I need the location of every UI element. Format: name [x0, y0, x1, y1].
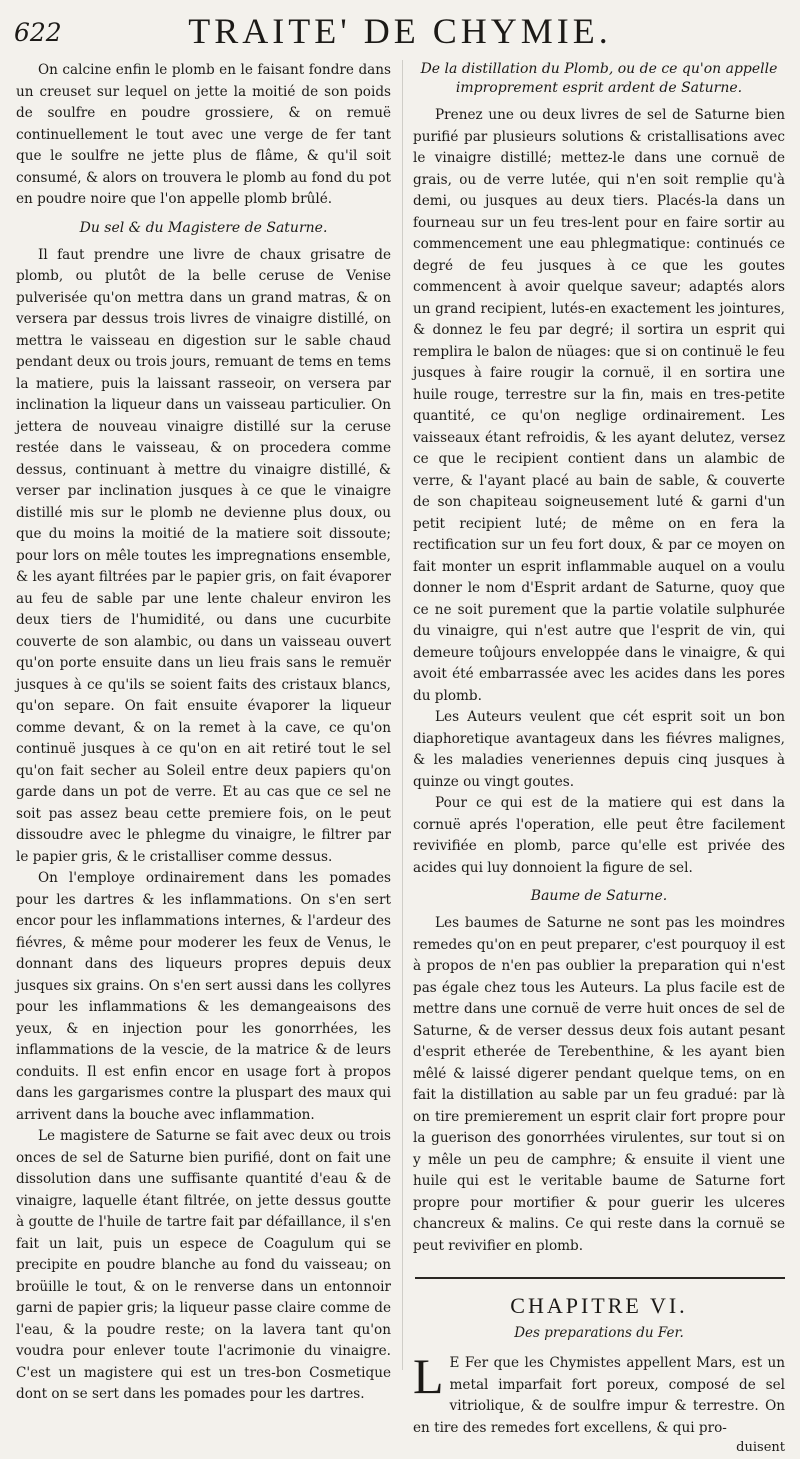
paragraph-matiere: Pour ce qui est de la matiere qui est dans la cornuë aprés l'operation, elle peut être facilement revivifiée en plomb, parce qu'elle est privée des acides qui luy donnoient la figure de sel. [413, 795, 785, 876]
paragraph-baume: Les baumes de Saturne ne sont pas les moindres remedes qu'on en peut preparer, c'est pourquoy il est à propos de n'en pas oublier la preparation qui n'est pas égale chez tous les Auteurs. La plus facile est de mettre dans une cornuë de verre huit onces de sel de Saturne, & de verser dessus deux fois autant pesant d'esprit etherée de Terebenthine, & les ayant bien mêlé & laissé digerer pendant quelque tems, on en fait la distillation au sable par un feu gradué: par là on tire premierement un esprit clair fort propre pour la guerison des gonorrhées virulentes, sur tout si on y mêle un peu de camphre; & ensuite il vient une huile qui est le veritable baume de Saturne fort propre pour mortifier & pour guerir les ulceres chancreux & malins. Ce qui reste dans la cornuë se peut revivifier en plomb. [413, 915, 785, 1254]
chapter-title: CHAPITRE VI. [510, 1293, 688, 1318]
section-heading-sel-magistere: Du sel & du Magistere de Saturne. [79, 219, 328, 236]
running-title: TRAITE' DE CHYMIE. [188, 11, 612, 51]
left-column [16, 60, 391, 1406]
chapter-subtitle: Des preparations du Fer. [514, 1324, 684, 1341]
paragraph-calcination: On calcine enfin le plomb en le faisant fondre dans un creuset sur lequel on jette la moitié de son poids de soulfre en poudre grossiere, & on remuë continuellement le tout avec une verge de fer tant que le soulfre ne jette plus de flâme, & qu'il soit consumé, & alors on trouvera le plomb au fond du pot en poudre noire que l'on appelle plomb brûlé. [16, 62, 391, 207]
paragraph-fer-text: E Fer que les Chymistes appellent Mars, est un metal imparfait fort poreux, composé de sel vitriolique, & de soulfre impur & terrestre. On en tire des remedes fort excellens, & qui pro- [413, 1355, 785, 1436]
column-divider [402, 60, 403, 1370]
paragraph-distillation: Prenez une ou deux livres de sel de Saturne bien purifié par plusieurs solutions & cristallisations avec le vinaigre distillé; mettez-le dans une cornuë de grais, ou de verre lutée, qui n'en soit remplie qu'à demi, ou jusques au deux tiers. Placés-la dans un fourneau sur un feu tres-lent pour en faire sortir au commencement une eau phlegmatique: continués ce degré de feu jusques à ce que les goutes commencent à avoir quelque saveur; adaptés alors un grand recipient, lutés-en exactement les jointures, & donnez le feu par degré; il sortira un esprit qui remplira le balon de nüages: que si on continuë le feu jusques à faire rougir la cornuë, il en sortira une huile rouge, terrestre sur la fin, mais en tres-petite quantité, ce qu'on neglige ordinairement. Les vaisseaux étant refroidis, & les ayant delutez, versez ce que le recipient contient dans un alambic de verre, & l'ayant placé au bain de sable, & couverte de son chapiteau soigneusement luté & garni d'un petit recipient luté; de même on en fera la rectification sur un feu fort doux, & par ce moyen on fait monter un esprit inflammable auquel on a voulu donner le nom d'Esprit ardant de Saturne, quoy que ce ne soit purement que la partie volatile sulphurée du vinaigre, qui n'est autre que l'esprit de vin, qui demeure toûjours enveloppée dans le vinaigre, & qui avoit été embarrassée avec les acides dans les pores du plomb. [413, 107, 785, 704]
right-column [413, 60, 785, 1459]
catchword: duisent [736, 1440, 785, 1455]
section-heading-baume: Baume de Saturne. [530, 888, 668, 904]
paragraph-fer [413, 1348, 785, 1439]
paragraph-sel-de-saturne: Il faut prendre une livre de chaux grisatre de plomb, ou plutôt de la belle ceruse de Venise pulverisée qu'on mettra dans un grand matras, & on versera par dessus trois livres de vinaigre distillé, on mettra le vaisseau en digestion sur le sable chaud pendant deux ou trois jours, remuant de tems en tems la matiere, puis la laissant rasseoir, on versera par inclination la liqueur dans un vaisseau particulier. On jettera de nouveau vinaigre distillé sur la ceruse restée dans le vaisseau, & on procedera comme dessus, continuant à mettre du vinaigre distillé, & verser par inclination jusques à ce que le vinaigre distillé mis sur le plomb ne devienne plus doux, ou que du moins la moitié de la matiere soit dissoute; pour lors on mêle toutes les impregnations ensemble, & les ayant filtrées par le papier gris, on fait évaporer au feu de sable par une lente chaleur environ les deux tiers de l'humidité, ou dans une cucurbite couverte de son alambic, ou dans un vaisseau ouvert qu'on porte ensuite dans un lieu frais sans le remuër jusques à ce qu'ils se soient faits des cristaux blancs, qu'on separe. On fait ensuite évaporer la liqueur comme devant, & on la remet à la cave, ce qu'on continuë jusques à ce qu'on en ait retiré tout le sel qu'on fait secher au Soleil entre deux papiers qu'on garde dans un pot de verre. Et au cas que ce sel ne soit pas assez beau cette premiere fois, on le peut dissoudre avec le phlegme du vinaigre, le filtrer par le papier gris, & le cristalliser comme dessus. [16, 246, 391, 865]
chapter-divider [415, 1277, 785, 1279]
paragraph-auteurs: Les Auteurs veulent que cét esprit soit un bon diaphoretique avantageux dans les fiévres malignes, & les maladies veneriennes depuis cinq jusques à quinze ou vingt goutes. [413, 709, 785, 790]
paragraph-magistere: Le magistere de Saturne se fait avec deux ou trois onces de sel de Saturne bien purifié, dont on fait une dissolution dans une suffisante quantité d'eau & de vinaigre, laquelle étant filtrée, on jette dessus goutte à goutte de l'huile de tartre fait par défaillance, il s'en fait un lait, puis un espece de Coagulum qui se precipite en poudre blanche au fond du vaisseau; on broüille le tout, & on le renverse dans un entonnoir garni de papier gris; la liqueur passe claire comme de l'eau, & la poudre reste; on la lavera tant qu'on voudra pour enlever toute l'acrimonie du vinaigre. C'est un magistere qui est un tres-bon Cosmetique dont on se sert dans les pomades pour les dartres. [16, 1128, 391, 1402]
page-header [14, 10, 786, 56]
section-heading-distillation: De la distillation du Plomb, ou de ce qu'on appelle improprement esprit ardent de Saturne. [420, 61, 778, 96]
page-number: 622 [14, 18, 62, 47]
drop-cap: L [413, 1348, 444, 1404]
paragraph-usage: On l'employe ordinairement dans les pomades pour les dartres & les inflammations. On s'en sert encor pour les inflammations internes, & l'ardeur des fiévres, & même pour moderer les feux de Venus, le donnant dans des liqueurs propres depuis deux jusques six grains. On s'en sert aussi dans les collyres pour les inflammations & les demangeaisons des yeux, & en injection pour les gonorrhées, les inflammations de la vescie, de la matrice & de leurs conduits. Il est enfin encor en usage fort à propos dans les gargarismes contre la pluspart des maux qui arrivent dans la bouche avec inflammation. [16, 870, 391, 1123]
